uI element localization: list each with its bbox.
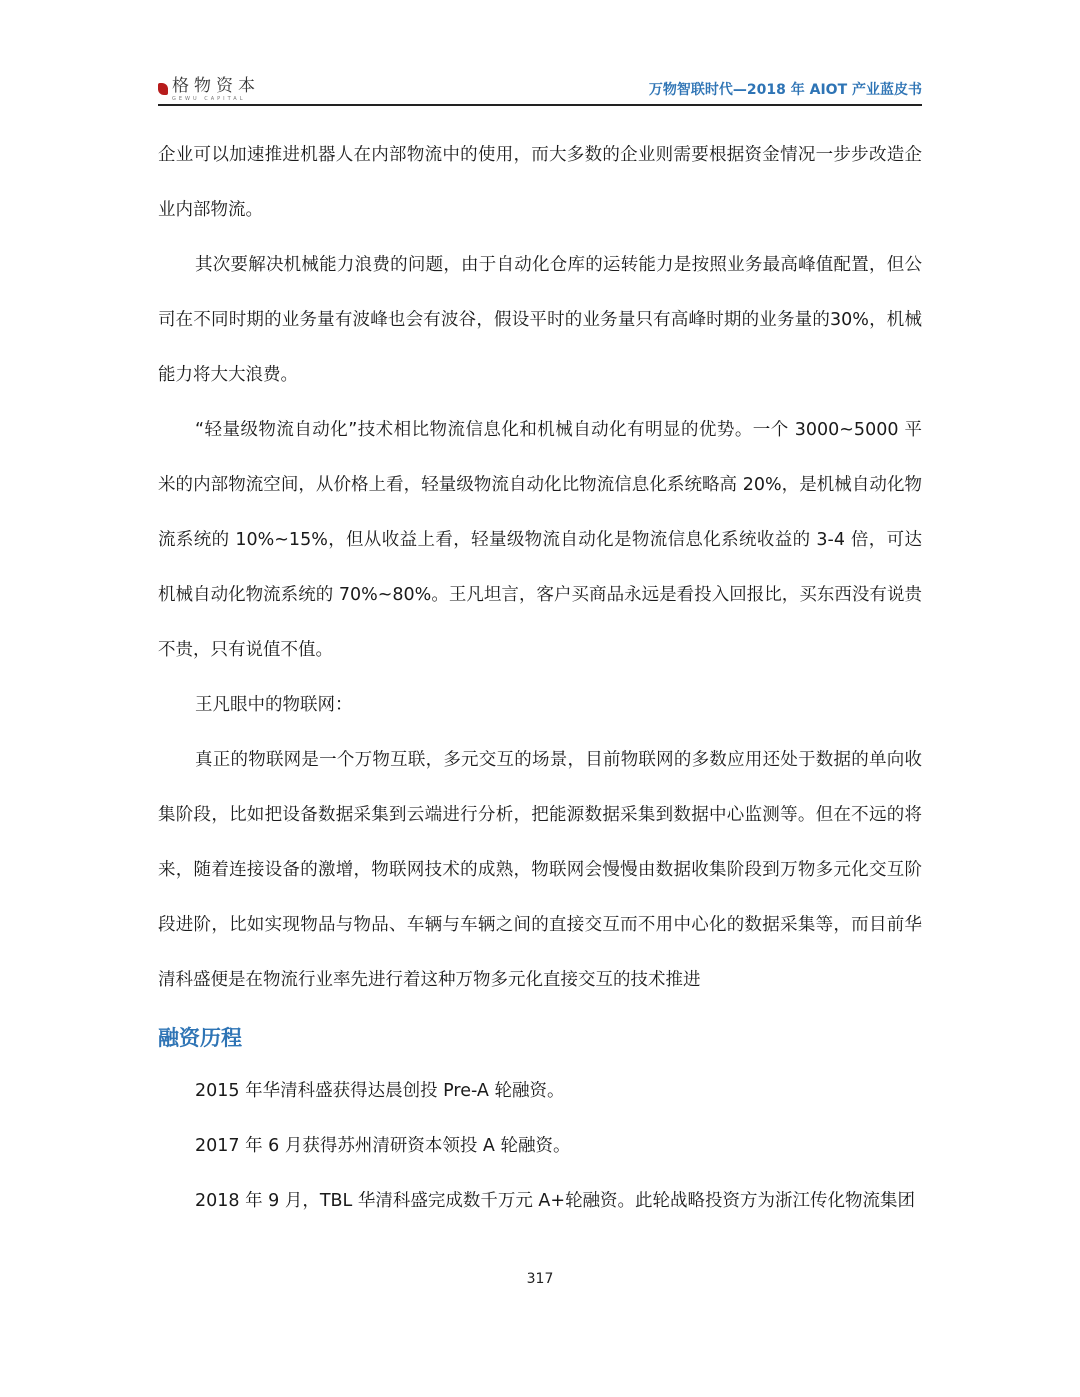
funding-item: 2017 年 6 月获得苏州清研资本领投 A 轮融资。 — [195, 1136, 571, 1156]
document-title: 万物智联时代—2018 年 AIOT 产业蓝皮书 — [648, 82, 922, 98]
paragraph: 真正的物联网是一个万物互联，多元交互的场景，目前物联网的多数应用还处于数据的单向收集阶段，比如把设备数据采集到云端进行分析，把能源数据采集到数据中心监测等。但在不远的将来，随着连接设备的激增，物联网技术的成熟，物联网会慢慢由数据收集阶段到万物多元化交互阶段进阶，比如实现物品与物品、车辆与车辆之间的直接交互而不用中心化的数据采集等，而目前华清科盛便是在物流行业率先进行着这种万物多元化直接交互的技术推进 — [158, 750, 922, 990]
paragraph: “轻量级物流自动化”技术相比物流信息化和机械自动化有明显的优势。一个 3000~5000 平米的内部物流空间，从价格上看，轻量级物流自动化比物流信息化系统略高 20%，是机械自动化物流系统的 10%~15%，但从收益上看，轻量级物流自动化是物流信息化系统收益的 3-4 倍，可达机械自动化物流系统的 70%~80%。王凡坦言，客户买商品永远是看投入回报比，买东西没有说贵不贵，只有说值不值。 — [158, 420, 922, 660]
paragraph: 企业可以加速推进机器人在内部物流中的使用，而大多数的企业则需要根据资金情况一步步改造企业内部物流。 — [158, 145, 922, 220]
paragraph: 王凡眼中的物联网： — [195, 695, 353, 715]
section-heading: 融资历程 — [158, 1026, 242, 1050]
paragraph: 其次要解决机械能力浪费的问题，由于自动化仓库的运转能力是按照业务最高峰值配置，但公司在不同时期的业务量有波峰也会有波谷，假设平时的业务量只有高峰时期的业务量的30%，机械能力将大大浪费。 — [158, 255, 922, 385]
page-header — [158, 74, 922, 106]
logo — [158, 78, 260, 104]
logo-english-name: GEWU CAPITAL — [172, 96, 246, 102]
page-number: 317 — [526, 1271, 554, 1287]
funding-item: 2015 年华清科盛获得达晨创投 Pre-A 轮融资。 — [195, 1081, 565, 1101]
funding-item: 2018 年 9 月，TBL 华清科盛完成数千万元 A+轮融资。此轮战略投资方为浙江传化物流集团 — [195, 1191, 916, 1211]
funding-history-list — [158, 1064, 922, 1229]
page-content — [158, 128, 922, 1229]
logo-chinese-name: 格物资本 — [172, 76, 260, 96]
logo-text — [172, 78, 260, 102]
logo-mark-icon — [158, 83, 168, 95]
